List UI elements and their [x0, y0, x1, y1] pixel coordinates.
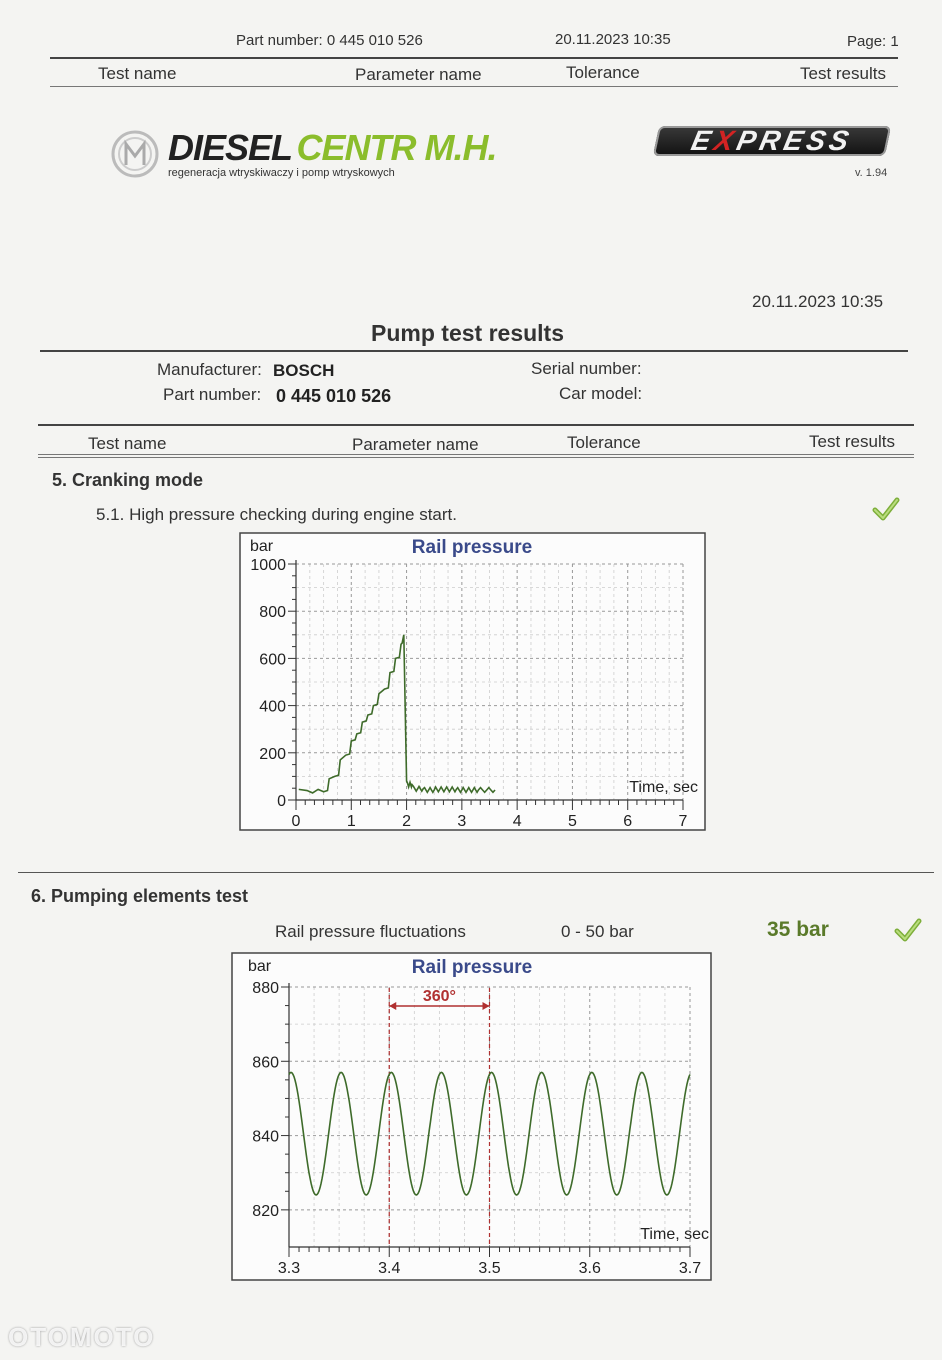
columns-rule-top [38, 424, 914, 426]
header-col-parameter-name: Parameter name [355, 65, 482, 84]
report-title: Pump test results [371, 320, 564, 346]
section-5-title: 5. Cranking mode [52, 470, 204, 490]
x-tick-label: 2 [402, 813, 412, 830]
y-tick-label: 1000 [250, 557, 286, 574]
header-rule-top [50, 57, 898, 59]
part-number-label: Part number: [163, 385, 262, 404]
columns-rule-bottom-2 [38, 457, 914, 458]
header-col-test-name: Test name [98, 64, 177, 83]
header-col-tolerance: Tolerance [566, 63, 640, 82]
report-title-rule [40, 350, 908, 352]
chart1-ylabel: bar [250, 538, 274, 555]
section-6-check-icon [894, 917, 922, 943]
chart-cranking-rail-pressure [239, 532, 707, 832]
col-tolerance: Tolerance [567, 433, 641, 452]
y-tick-label: 860 [252, 1054, 279, 1072]
y-tick-label: 820 [252, 1202, 279, 1220]
header-col-test-results: Test results [800, 64, 886, 83]
x-tick-label: 4 [512, 813, 522, 830]
x-tick-label: 3.6 [578, 1260, 601, 1277]
manufacturer-value: BOSCH [273, 361, 335, 380]
manufacturer-label: Manufacturer: [157, 360, 262, 379]
x-tick-label: 1 [346, 813, 356, 830]
diesel-centr-logo [110, 125, 497, 185]
logo-subtitle: regeneracja wtryskiwaczy i pomp wtryskowych [168, 167, 395, 179]
part-number-value: 0 445 010 526 [276, 386, 392, 406]
x-tick-label: 7 [678, 813, 688, 830]
x-tick-label: 3.7 [678, 1260, 702, 1277]
col-parameter-name: Parameter name [352, 435, 479, 454]
section-6-result: 35 bar [767, 918, 829, 941]
x-tick-label: 5 [567, 813, 577, 830]
x-tick-label: 3.3 [277, 1260, 301, 1277]
header-part-number: Part number: 0 445 010 526 [236, 32, 423, 49]
header-datetime: 20.11.2023 10:35 [555, 31, 671, 48]
y-tick-label: 800 [259, 604, 286, 622]
chart1-xlabel: Time, sec [629, 779, 698, 796]
section-6-title: 6. Pumping elements test [31, 886, 249, 906]
header-page-number: Page: 1 [847, 33, 899, 50]
y-tick-label: 200 [259, 745, 286, 763]
chart2-ylabel: bar [248, 958, 272, 975]
express-logo [653, 126, 891, 156]
car-model-label: Car model: [559, 384, 643, 403]
section-6-parameter: Rail pressure fluctuations [275, 922, 466, 941]
y-tick-label: 600 [259, 651, 286, 669]
otomoto-watermark: OTOMOTO [8, 1322, 156, 1352]
section-5-check-icon [872, 496, 900, 522]
y-tick-label: 840 [252, 1128, 279, 1146]
x-tick-label: 3 [457, 813, 467, 830]
y-tick-label: 880 [252, 980, 279, 997]
section-divider [18, 872, 934, 873]
header-rule-bottom [50, 86, 898, 87]
x-tick-label: 3.4 [378, 1260, 401, 1277]
logo-emblem-icon [110, 129, 160, 179]
col-test-name: Test name [88, 434, 167, 453]
serial-number-label: Serial number: [531, 359, 642, 378]
section-5-item: 5.1. High pressure checking during engine start. [96, 505, 457, 524]
chart1-title: Rail pressure [411, 537, 533, 558]
logo-brand-diesel: DIESEL [168, 127, 293, 168]
logo-brand-centr: CENTR M.H. [296, 127, 497, 168]
annotation-label: 360° [422, 988, 456, 1005]
y-tick-label: 0 [277, 793, 286, 810]
x-tick-label: 6 [623, 813, 633, 830]
columns-rule-bottom-1 [38, 454, 914, 455]
express-letters-press: PRESS [734, 125, 856, 156]
col-test-results: Test results [809, 432, 895, 451]
chart-pumping-rail-pressure [231, 952, 713, 1282]
x-tick-label: 3.5 [478, 1260, 501, 1277]
chart2-xlabel: Time, sec [640, 1226, 709, 1243]
report-datetime: 20.11.2023 10:35 [752, 292, 884, 311]
y-tick-label: 400 [259, 698, 286, 716]
section-6-tolerance: 0 - 50 bar [561, 922, 634, 941]
chart2-title: Rail pressure [411, 957, 533, 978]
software-version: v. 1.94 [855, 167, 888, 179]
x-tick-label: 0 [291, 813, 301, 830]
express-letter-x: X [711, 125, 741, 156]
express-letter-e: E [688, 125, 718, 156]
